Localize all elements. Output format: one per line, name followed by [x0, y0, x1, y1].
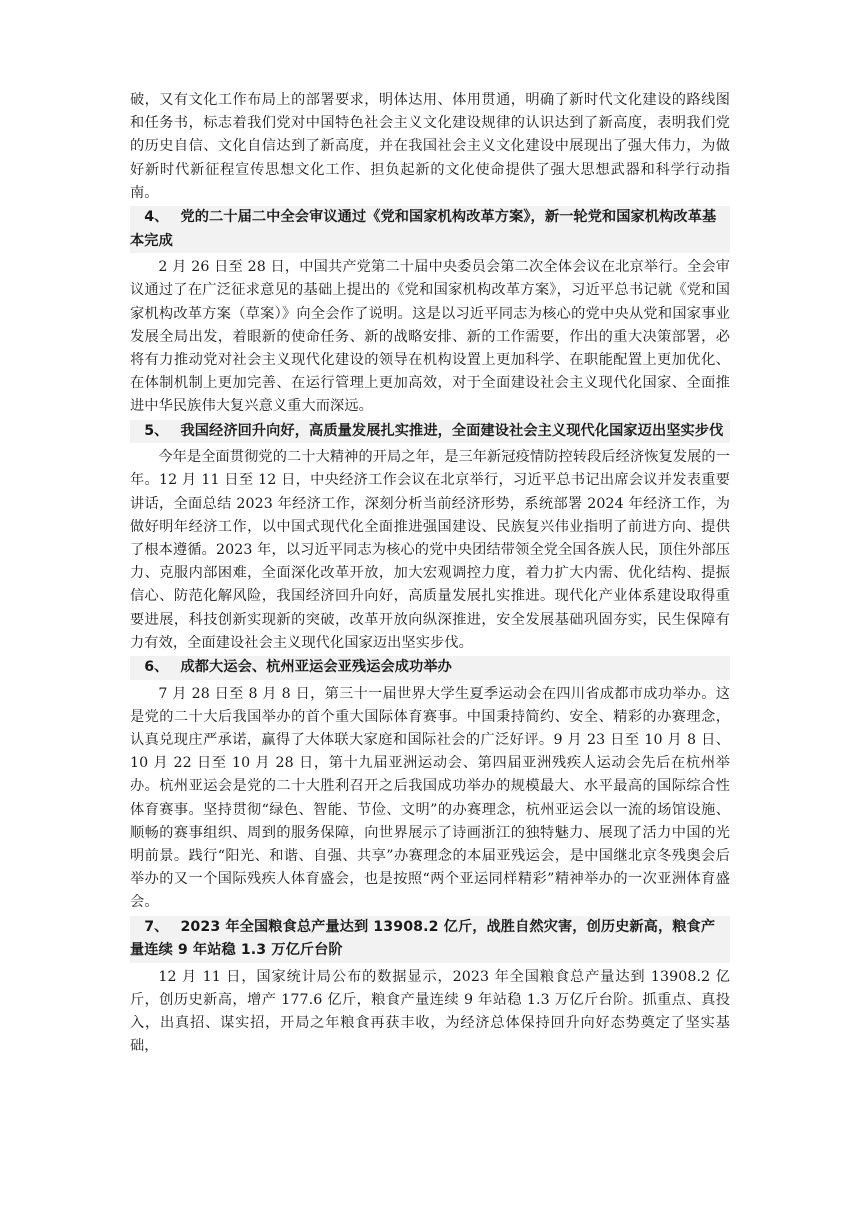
section-4-body: 2 月 26 日至 28 日，中国共产党第二十届中央委员会第二次全体会议在北京举行。全会审议通过了在广泛征求意见的基础上提出的《党和国家机构改革方案》，习近平总书记就《党和国家机构改革方案（草案）》向全会作了说明。这是以习近平同志为核心的党中央从党和国家事业发展全局出发，着眼新的使命任务、新的战略安排、新的工作需要，作出的重大决策部署，必将有力推动党对社会主义现代化建设的领导在机构设置上更加科学、在职能配置上更加优化、在体制机制上更加完善、在运行管理上更加高效，对于全面建设社会主义现代化国家、全面推进中华民族伟大复兴意义重大而深远。 [130, 259, 730, 415]
section-6-title: 成都大运会、杭州亚运会亚残运会成功举办 [180, 659, 452, 676]
section-7-heading [130, 916, 730, 963]
document-page [130, 89, 730, 1059]
section-4-heading [130, 206, 730, 253]
section-5-body: 今年是全面贯彻党的二十大精神的开局之年，是三年新冠疫情防控转段后经济恢复发展的一年。12 月 11 日至 12 日，中央经济工作会议在北京举行，习近平总书记出席会议并发表重要讲话，全面总结 2023 年经济工作，深刻分析当前经济形势，系统部署 2024 年经济工作，为做好明年经济工作，以中国式现代化全面推进强国建设、民族复兴伟业指明了前进方向、提供了根本遵循。2023 年，以习近平同志为核心的党中央团结带领全党全国各族人民，顶住外部压力、克服内部困难，全面深化改革开放，加大宏观调控力度，着力扩大内需、优化结构、提振信心、防范化解风险，我国经济回升向好，高质量发展扎实推进。现代化产业体系建设取得重要进展，科技创新实现新的突破，改革开放向纵深推进，安全发展基础巩固夯实，民生保障有力有效，全面建设社会主义现代化国家迈出坚实步伐。 [130, 449, 730, 651]
section-5-title: 我国经济回升向好，高质量发展扎实推进，全面建设社会主义现代化国家迈出坚实步伐 [180, 422, 724, 439]
intro-paragraph: 破，又有文化工作布局上的部署要求，明体达用、体用贯通，明确了新时代文化建设的路线图和任务书，标志着我们党对中国特色社会主义文化建设规律的认识达到了新高度，表明我们党的历史自信、文化自信达到了新高度，并在我国社会主义文化建设中展现出了强大伟力，为做好新时代新征程宣传思想文化工作、担负起新的文化使命提供了强大思想武器和科学行动指南。 [130, 92, 730, 201]
section-6-heading [130, 656, 730, 680]
section-5-heading [130, 420, 730, 444]
section-6-body: 7 月 28 日至 8 月 8 日，第三十一届世界大学生夏季运动会在四川省成都市成功举办。这是党的二十大后我国举办的首个重大国际体育赛事。中国秉持简约、安全、精彩的办赛理念，认真兑现庄严承诺，赢得了大体联大家庭和国际社会的广泛好评。9 月 23 日至 10 月 8 日、10 月 22 日至 10 月 28 日，第十九届亚洲运动会、第四届亚洲残疾人运动会先后在杭州举办。杭州亚运会是党的二十大胜利召开之后我国成功举办的规模最大、水平最高的国际综合性体育赛事。坚持贯彻“绿色、智能、节俭、文明”的办赛理念，杭州亚运会以一流的场馆设施、顺畅的赛事组织、周到的服务保障，向世界展示了诗画浙江的独特魅力、展现了活力中国的光明前景。践行“阳光、和谐、自强、共享”办赛理念的本届亚残运会，是中国继北京冬残奥会后举办的又一个国际残疾人体育盛会，也是按照“两个亚运同样精彩”精神举办的一次亚洲体育盛会。 [130, 685, 730, 911]
section-4-title: 党的二十届二中全会审议通过《党和国家机构改革方案》，新一轮党和国家机构改革基本完成 [130, 209, 717, 249]
section-5-number: 5、 [144, 422, 169, 439]
section-7-number: 7、 [144, 918, 169, 935]
section-7-body: 12 月 11 日，国家统计局公布的数据显示，2023 年全国粮食总产量达到 13908.2 亿斤，创历史新高，增产 177.6 亿斤，粮食产量连续 9 年站稳 1.3 万亿斤台阶。抓重点、真投入，出真招、谋实招，开局之年粮食再获丰收，为经济总体保持回升向好态势奠定了坚实基础， [130, 968, 730, 1055]
section-7-title: 2023 年全国粮食总产量达到 13908.2 亿斤，战胜自然灾害，创历史新高，粮食产量连续 9 年站稳 1.3 万亿斤台阶 [130, 918, 716, 959]
section-4-number: 4、 [144, 209, 169, 226]
section-6-number: 6、 [144, 659, 169, 676]
